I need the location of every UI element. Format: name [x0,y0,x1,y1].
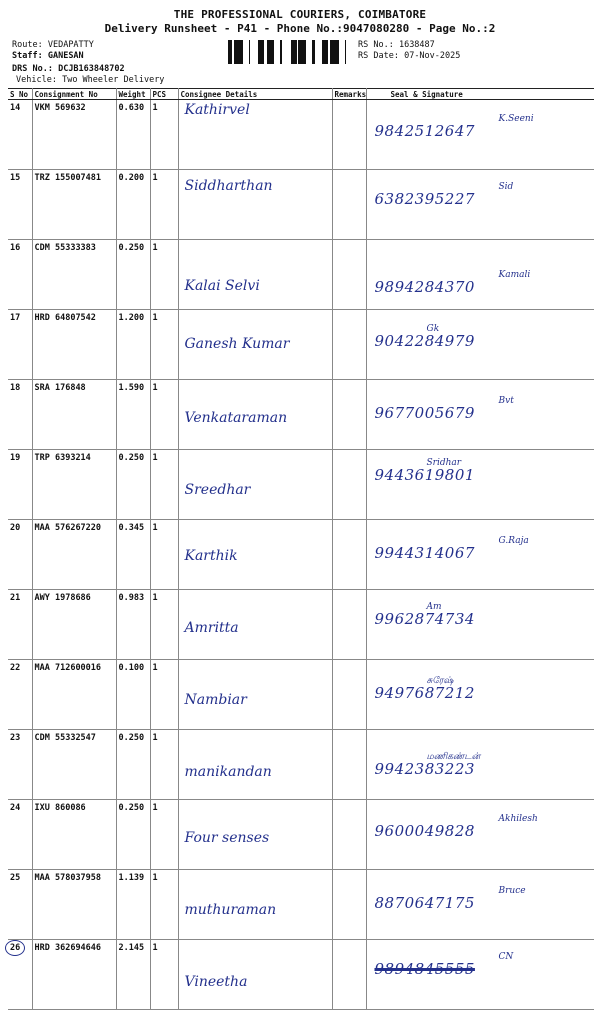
cell-weight: 0.250 [118,803,145,813]
col-consignee: Consignee Details [178,89,332,100]
barcode-bar [234,40,237,64]
table-header-row [8,89,594,100]
cell-weight: 1.590 [118,383,145,393]
barcode-bar [330,40,333,64]
route-value: VEDAPATTY [47,40,94,50]
barcode-bar [292,40,294,64]
runsheet-subtitle: Delivery Runsheet - P41 - Phone No.:9047080280 - Page No.:2 [104,22,496,35]
consignee-name-handwritten: manikandan [184,764,272,780]
barcode-bar [249,40,250,64]
receiver-phone-handwritten: 9600049828 [374,822,475,840]
barcode-bar [237,40,238,64]
barcode-bar [303,40,304,64]
cell-sno: 25 [10,873,21,883]
cell-weight: 0.630 [118,103,145,113]
cell-sno: 17 [10,313,21,323]
col-sno: S No [8,89,32,100]
receiver-signature: CN [498,952,514,962]
barcode-bar [336,40,339,64]
rs-date-label: RS Date: [358,51,399,61]
cell-consignment-no: CDM 55333383 [34,243,96,253]
cell-pcs: 1 [152,593,158,603]
drs-label: DRS No.: [12,64,53,74]
col-signature: Seal & Signature [366,89,594,100]
barcode-bar [334,40,336,64]
barcode-bar [298,40,300,64]
receiver-phone-handwritten: 9842512647 [374,122,475,140]
runsheet-header [0,8,600,35]
receiver-signature: G.Raja [498,536,529,546]
consignee-name-handwritten: muthuraman [184,902,277,918]
cell-remarks [332,870,366,940]
consignee-name-handwritten: Karthik [184,548,238,564]
cell-weight: 0.345 [118,523,145,533]
cell-sno: 24 [10,803,21,813]
drs-value: DCJB163848702 [58,64,125,74]
receiver-signature: Gk [426,324,440,334]
barcode-bar [238,40,240,64]
vehicle-line [16,75,164,85]
cell-consignment-no: TRZ 155007481 [34,173,102,183]
cell-pcs: 1 [152,803,158,813]
cell-consignment-no: CDM 55332547 [34,733,96,743]
consignee-name-handwritten: Venkataraman [184,410,288,426]
receiver-signature: Bruce [498,886,526,896]
barcode-bar [267,40,268,64]
barcode-bar [273,40,274,64]
barcode-bar [228,40,231,64]
consignee-name-handwritten: Vineetha [184,974,248,990]
cell-consignment-no: HRD 64807542 [34,313,96,323]
cell-weight: 2.145 [118,943,145,953]
cell-remarks [332,310,366,380]
table-row [8,660,594,730]
barcode-bar [258,40,261,64]
barcode-bar [268,40,270,64]
cell-sno: 16 [10,243,21,253]
table-row [8,590,594,660]
route-line [12,40,94,50]
barcode-bar [291,40,292,64]
table-row [8,240,594,310]
receiver-phone-handwritten: 9942383223 [374,760,475,778]
route-label: Route: [12,40,43,50]
cell-consignment-no: MAA 578037958 [34,873,102,883]
consignee-name-handwritten: Kalai Selvi [184,278,260,294]
receiver-phone-handwritten: 9677005679 [374,404,475,422]
barcode-image [228,40,354,64]
cell-consignment-no: SRA 176848 [34,383,86,393]
cell-sno: 14 [10,103,21,113]
cell-sno: 23 [10,733,21,743]
col-weight: Weight [116,89,150,100]
receiver-signature: சுரேஷ் [426,676,454,686]
cell-consignment-no: MAA 576267220 [34,523,102,533]
receiver-signature: Bvt [498,396,514,406]
barcode-bar [304,40,306,64]
barcode-bar [240,40,243,64]
consignee-name-handwritten: Ganesh Kumar [184,336,290,352]
cell-sno: 15 [10,173,21,183]
runsheet-table [8,88,594,1010]
cell-remarks [332,940,366,1010]
barcode-bar [333,40,334,64]
staff-value: GANESAN [47,51,84,61]
receiver-signature: K.Seeni [498,114,534,124]
receiver-signature: Sridhar [426,458,462,468]
receiver-phone-handwritten: 9894284370 [374,278,475,296]
cell-pcs: 1 [152,103,158,113]
cell-sno: 22 [10,663,21,673]
receiver-signature: Sid [498,182,514,192]
cell-sno: 19 [10,453,21,463]
consignee-name-handwritten: Amritta [184,620,239,636]
rs-date-value: 07-Nov-2025 [404,51,461,61]
table-row [8,730,594,800]
cell-consignment-no: AWY 1978686 [34,593,91,603]
cell-pcs: 1 [152,873,158,883]
consignee-name-handwritten: Nambiar [184,692,247,708]
col-remarks: Remarks [332,89,366,100]
table-row [8,870,594,940]
receiver-phone-handwritten: 9497687212 [374,684,475,702]
table-row [8,450,594,520]
cell-pcs: 1 [152,243,158,253]
cell-remarks [332,520,366,590]
cell-weight: 0.250 [118,243,145,253]
cell-weight: 0.100 [118,663,145,673]
receiver-phone-handwritten: 8870647175 [374,894,475,912]
cell-consignment-no: MAA 712600016 [34,663,102,673]
cell-consignment-no: HRD 362694646 [34,943,102,953]
receiver-phone-handwritten: 6382395227 [374,190,475,208]
cell-remarks [332,800,366,870]
cell-weight: 0.983 [118,593,145,603]
barcode-bar [231,40,232,64]
barcode-bar [294,40,297,64]
handwritten-circle [5,940,25,956]
table-row [8,380,594,450]
barcode-bar [324,40,327,64]
cell-weight: 1.200 [118,313,145,323]
cell-pcs: 1 [152,453,158,463]
rs-no-label: RS No.: [358,40,394,50]
barcode-bar [300,40,303,64]
vehicle-label: Vehicle: [16,75,57,85]
consignee-name-handwritten: Sreedhar [184,482,251,498]
barcode-bar [322,40,324,64]
cell-pcs: 1 [152,663,158,673]
cell-weight: 0.250 [118,453,145,463]
cell-pcs: 1 [152,383,158,393]
cell-sno: 26 [10,943,21,953]
cell-pcs: 1 [152,523,158,533]
cell-remarks [332,240,366,310]
receiver-signature: Am [426,602,442,612]
table-row [8,310,594,380]
cell-remarks [332,100,366,170]
cell-remarks [332,730,366,800]
cell-remarks [332,170,366,240]
consignee-name-handwritten: Siddharthan [184,178,273,194]
receiver-phone-handwritten: 9443619801 [374,466,475,484]
staff-line [12,51,84,61]
table-row [8,100,594,170]
staff-label: Staff: [12,51,43,61]
barcode-bar [312,40,315,64]
receiver-signature: Akhilesh [498,814,538,824]
cell-pcs: 1 [152,943,158,953]
receiver-phone-handwritten: 9894845555 [374,960,475,978]
table-row [8,800,594,870]
cell-pcs: 1 [152,733,158,743]
barcode-bar [262,40,264,64]
cell-consignment-no: VKM 569632 [34,103,86,113]
cell-remarks [332,450,366,520]
vehicle-value: Two Wheeler Delivery [62,75,165,85]
cell-remarks [332,660,366,730]
barcode-bar [261,40,262,64]
rs-no-value: 1638487 [398,40,435,50]
receiver-phone-handwritten: 9042284979 [374,332,475,350]
barcode-bar [270,40,273,64]
consignee-name-handwritten: Four senses [184,830,270,846]
consignee-name-handwritten: Kathirvel [184,102,250,118]
cell-sno: 21 [10,593,21,603]
barcode-bar [345,40,346,64]
cell-weight: 0.200 [118,173,145,183]
company-title: THE PROFESSIONAL COURIERS, COIMBATORE [173,8,427,21]
receiver-phone-handwritten: 9962874734 [374,610,475,628]
cell-pcs: 1 [152,173,158,183]
table-row [8,520,594,590]
cell-remarks [332,590,366,660]
cell-weight: 1.139 [118,873,145,883]
receiver-signature: மணிகண்டன் [426,752,481,762]
col-pcs: PCS [150,89,178,100]
rs-date-line [358,51,460,61]
cell-weight: 0.250 [118,733,145,743]
barcode-bar [327,40,328,64]
cell-pcs: 1 [152,313,158,323]
receiver-phone-handwritten: 9944314067 [374,544,475,562]
table-row [8,170,594,240]
cell-consignment-no: TRP 6393214 [34,453,91,463]
table-row [8,940,594,1010]
barcode-bar [280,40,282,64]
cell-sno: 18 [10,383,21,393]
cell-sno: 20 [10,523,21,533]
cell-remarks [332,380,366,450]
drs-line [12,64,125,74]
rs-no-line [358,40,435,50]
cell-consignment-no: IXU 860086 [34,803,86,813]
receiver-signature: Kamali [498,270,531,280]
col-consignment: Consignment No [32,89,116,100]
